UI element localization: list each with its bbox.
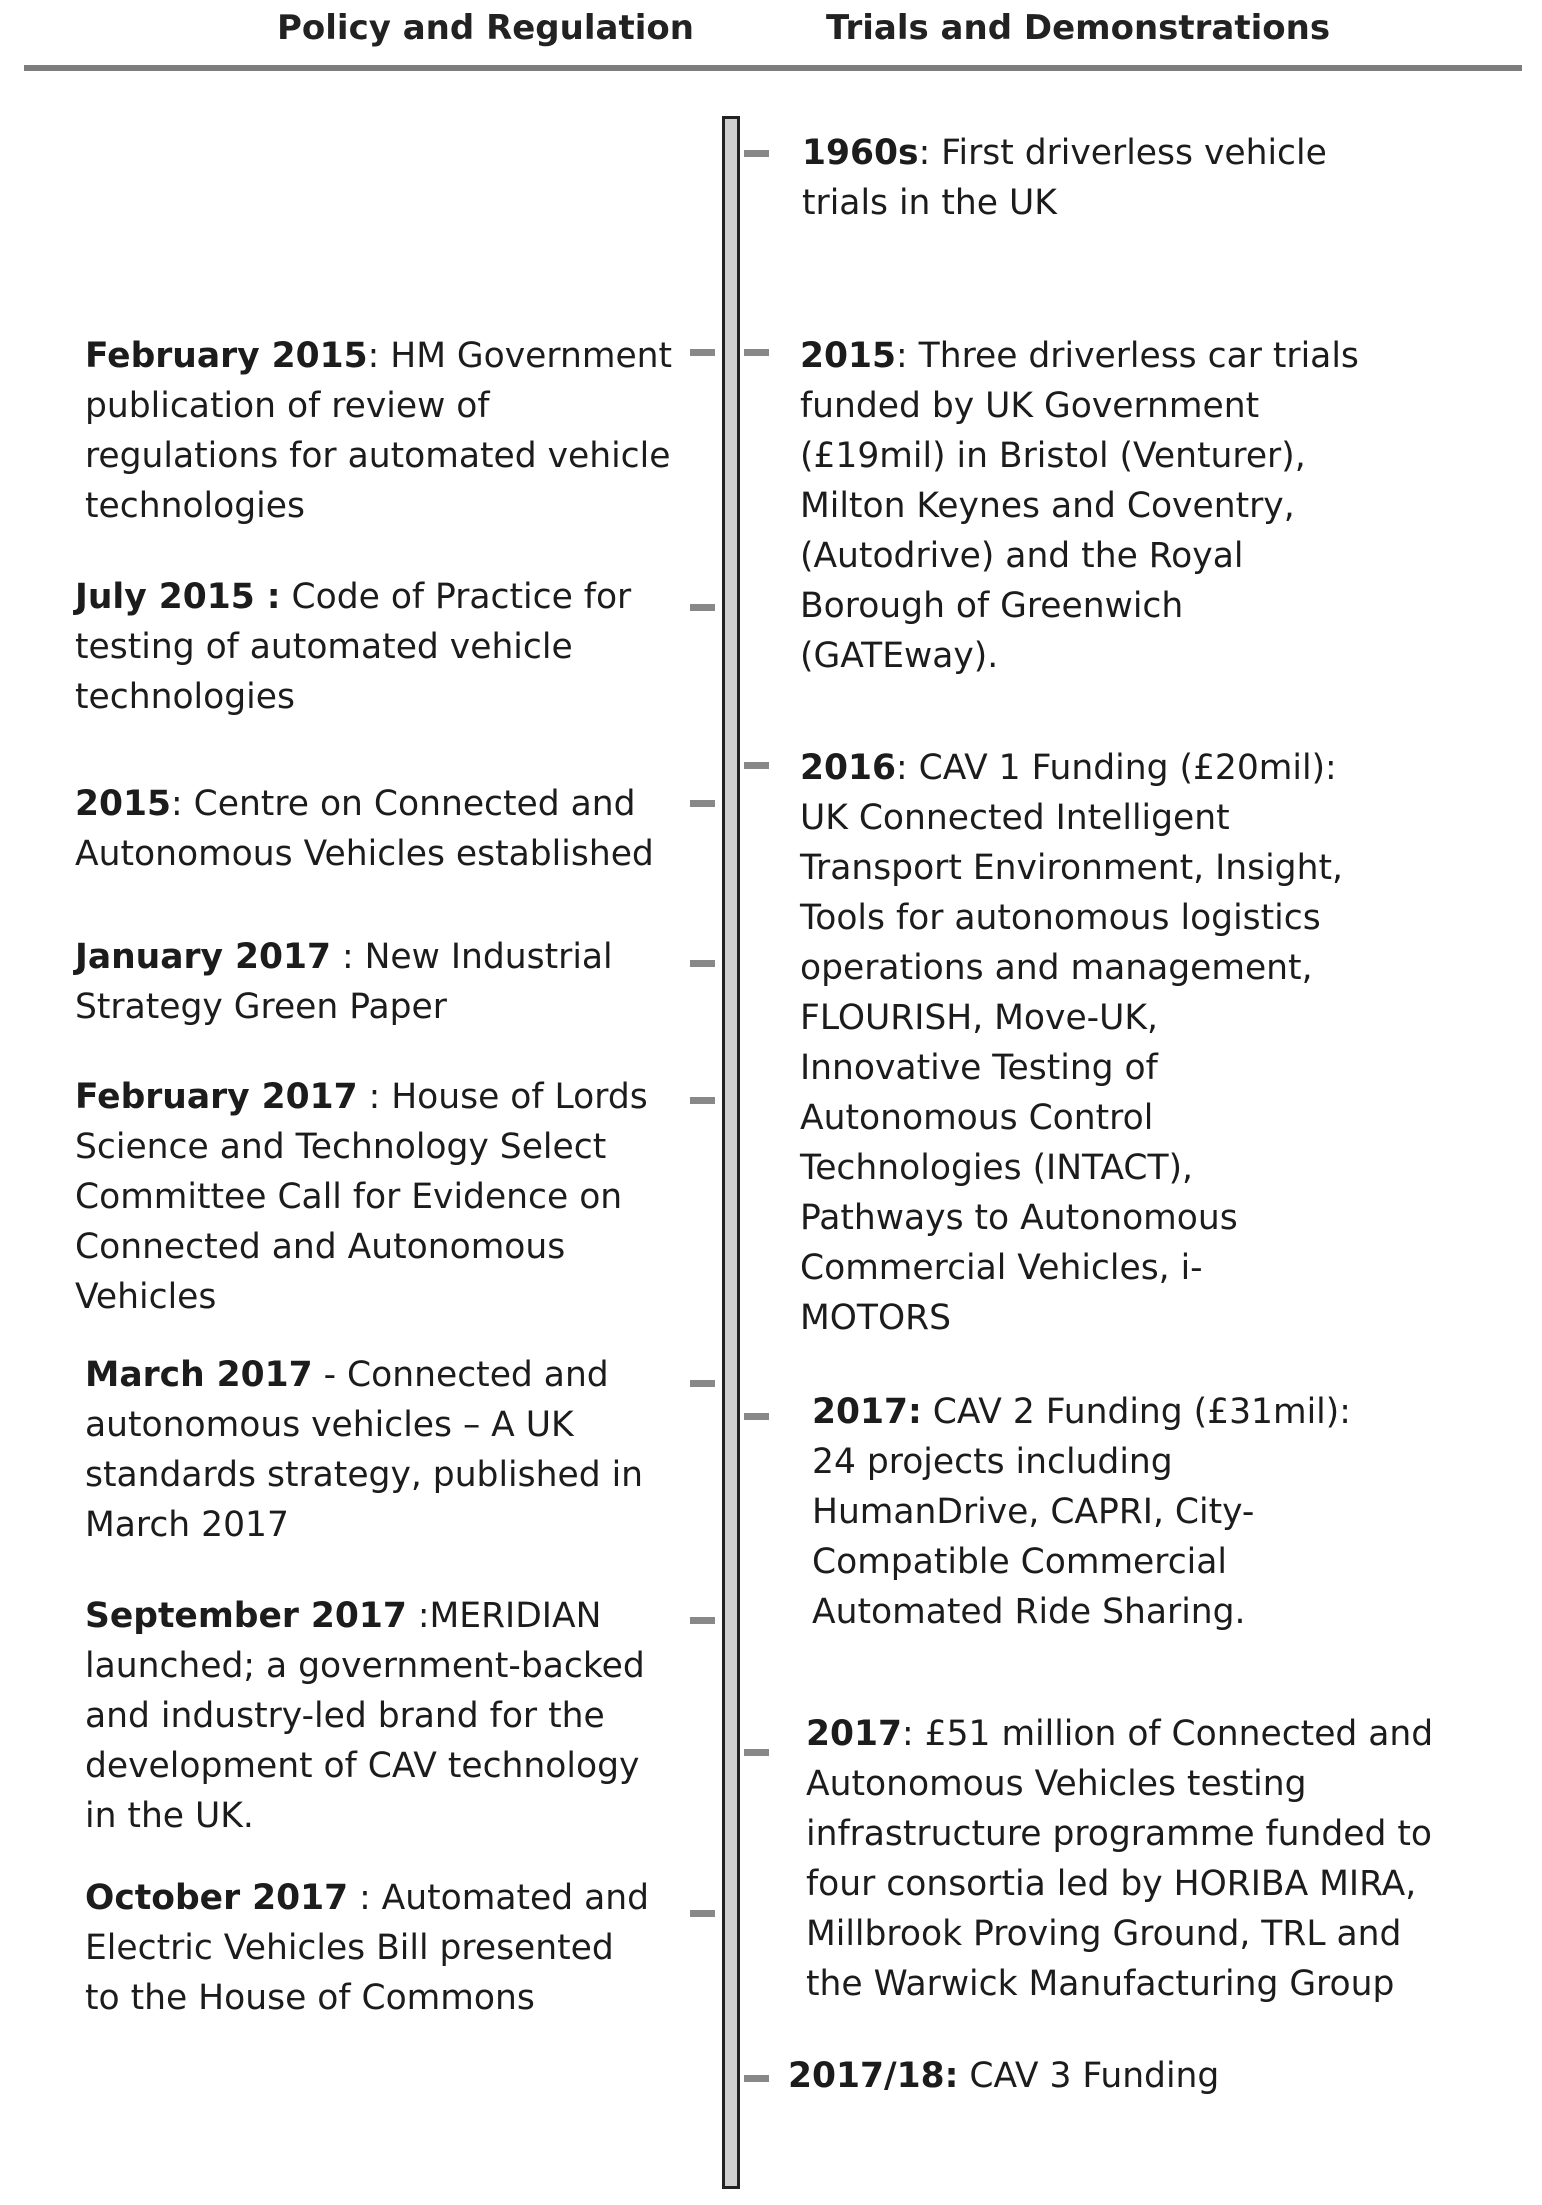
timeline-tick-policy xyxy=(690,960,715,967)
trial-entry-2017-cav2: 2017: CAV 2 Funding (£31mil): 24 projects including HumanDrive, CAPRI, City- Compatible Commercial Automated Ride Sharing. xyxy=(812,1392,1351,1632)
trial-entry-2017-testing: 2017: £51 million of Connected and Autonomous Vehicles testing infrastructure programme funded to four consortia led by HORIBA MIRA, Millbrook Proving Ground, TRL and the Warwick Manufacturing Group xyxy=(806,1714,1434,2004)
timeline-tick-policy xyxy=(690,349,715,356)
policy-entry-feb-2017: February 2017 : House of Lords Science and Technology Select Committee Call for Evidence on Connected and Autonomous Vehicles xyxy=(75,1077,648,1317)
timeline-tick-policy xyxy=(690,1097,715,1104)
timeline-tick-policy xyxy=(690,1380,715,1387)
trial-entry-2016: 2016: CAV 1 Funding (£20mil): UK Connected Intelligent Transport Environment, Insight, Tools for autonomous logistics operations and management, FLOURISH, Move-UK, Innovative Testing of Autonomous Control Technologies (INTACT), Pathways to Autonomous Commercial Vehicles, i- MOTORS xyxy=(800,748,1343,1338)
policy-entry-2015: 2015: Centre on Connected and Autonomous Vehicles established xyxy=(75,784,654,874)
policy-entry-mar-2017: March 2017 - Connected and autonomous vehicles – A UK standards strategy, published in March 2017 xyxy=(85,1355,644,1545)
timeline-tick-trial xyxy=(744,762,769,769)
header-divider xyxy=(24,65,1522,71)
policy-entry-oct-2017: October 2017 : Automated and Electric Vehicles Bill presented to the House of Commons xyxy=(85,1878,650,2018)
policy-entry-feb-2015: February 2015: HM Government publication of review of regulations for automated vehicle technologies xyxy=(85,336,673,526)
timeline-tick-trial xyxy=(744,150,769,157)
trials-column-header: Trials and Demonstrations xyxy=(826,8,1331,48)
trial-entry-1960s: 1960s: First driverless vehicle trials in the UK xyxy=(802,133,1327,223)
trial-entry-2017-18: 2017/18: CAV 3 Funding xyxy=(788,2056,1220,2096)
policy-entry-jan-2017: January 2017 : New Industrial Strategy Green Paper xyxy=(75,937,613,1027)
timeline-tick-trial xyxy=(744,349,769,356)
timeline-tick-policy xyxy=(690,604,715,611)
timeline-tick-policy xyxy=(690,800,715,807)
timeline-tick-policy xyxy=(690,1910,715,1917)
timeline-tick-trial xyxy=(744,2075,769,2082)
timeline-tick-trial xyxy=(744,1413,769,1420)
timeline-tick-policy xyxy=(690,1617,715,1624)
trial-entry-2015: 2015: Three driverless car trials funded by UK Government (£19mil) in Bristol (Venturer), Milton Keynes and Coventry, (Autodrive) and the Royal Borough of Greenwich (GATEway). xyxy=(800,336,1359,676)
policy-entry-jul-2015: July 2015 : Code of Practice for testing of automated vehicle technologies xyxy=(75,577,632,717)
timeline-tick-trial xyxy=(744,1749,769,1756)
timeline-axis xyxy=(722,116,740,2189)
policy-column-header: Policy and Regulation xyxy=(277,8,694,48)
policy-entry-sep-2017: September 2017 :MERIDIAN launched; a government-backed and industry-led brand for the development of CAV technology in the UK. xyxy=(85,1596,645,1836)
